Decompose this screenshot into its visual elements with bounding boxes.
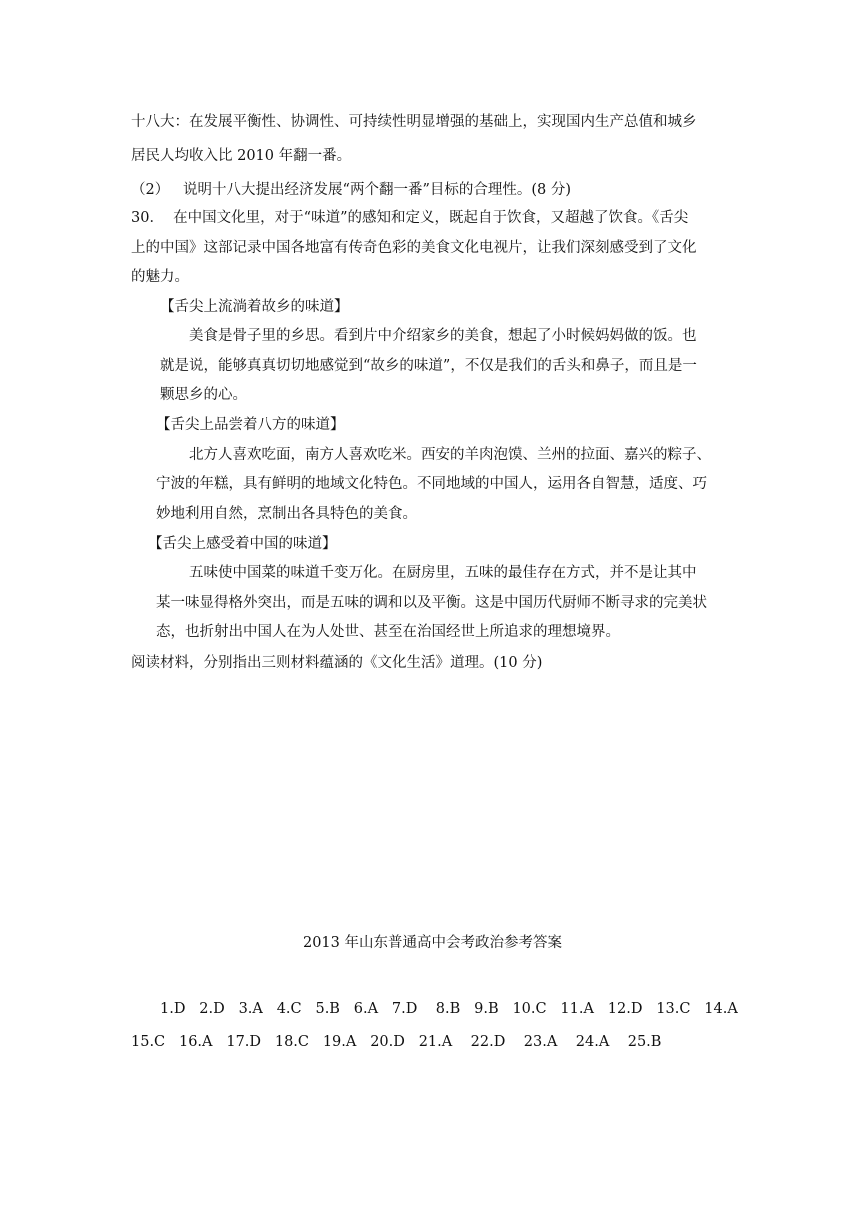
material-2-line-3: 妙地利用自然，烹制出各具特色的美食。	[156, 506, 417, 522]
material-1-line-1: 美食是骨子里的乡思。看到片中介绍家乡的美食，想起了小时候妈妈做的饭。也	[189, 328, 697, 344]
q30-question: 阅读材料，分别指出三则材料蕴涵的《文化生活》道理。(10 分)	[131, 655, 543, 671]
material-3-line-3: 态，也折射出中国人在为人处世、甚至在治国经世上所追求的理想境界。	[156, 624, 620, 640]
answer-key-title: 2013 年山东普通高中会考政治参考答案	[302, 935, 562, 951]
answer-row-2: 15.C 16.A 17.D 18.C 19.A 20.D 21.A 22.D 23.A 24.A 25.B	[131, 1034, 662, 1050]
q29-text-line-2: 居民人均收入比 2010 年翻一番。	[131, 148, 352, 164]
q30-intro-line-2: 上的中国》这部记录中国各地富有传奇色彩的美食文化电视片，让我们深刻感受到了文化	[131, 240, 697, 256]
q30-intro-line-1: 30． 在中国文化里，对于“味道”的感知和定义，既起自于饮食，又超越了饮食。《舌尖	[131, 210, 689, 226]
q29-subquestion-2: （2） 说明十八大提出经济发展“两个翻一番”目标的合理性。(8 分)	[131, 182, 572, 198]
q29-text-line-1: 十八大：在发展平衡性、协调性、可持续性明显增强的基础上，实现国内生产总值和城乡	[131, 114, 697, 130]
material-2-line-2: 宁波的年糕，具有鲜明的地域文化特色。不同地域的中国人，运用各自智慧，适度、巧	[156, 476, 707, 492]
material-3-line-1: 五味使中国菜的味道千变万化。在厨房里，五味的最佳存在方式，并不是让其中	[189, 565, 697, 581]
material-2-line-1: 北方人喜欢吃面，南方人喜欢吃米。西安的羊肉泡馍、兰州的拉面、嘉兴的粽子、	[189, 447, 711, 463]
material-3-line-2: 某一味显得格外突出，而是五味的调和以及平衡。这是中国历代厨师不断寻求的完美状	[156, 595, 707, 611]
answer-row-1: 1.D 2.D 3.A 4.C 5.B 6.A 7.D 8.B 9.B 10.C 11.A 12.D 13.C 14.A	[160, 1001, 738, 1017]
material-3-heading: 【舌尖上感受着中国的味道】	[148, 536, 337, 552]
material-2-heading: 【舌尖上品尝着八方的味道】	[156, 417, 345, 433]
material-1-line-2: 就是说，能够真真切切地感觉到“故乡的味道”，不仅是我们的舌头和鼻子，而且是一	[160, 358, 697, 374]
material-1-heading: 【舌尖上流淌着故乡的味道】	[160, 299, 349, 315]
material-1-line-3: 颗思乡的心。	[160, 387, 247, 403]
q30-intro-line-3: 的魅力。	[131, 269, 189, 285]
